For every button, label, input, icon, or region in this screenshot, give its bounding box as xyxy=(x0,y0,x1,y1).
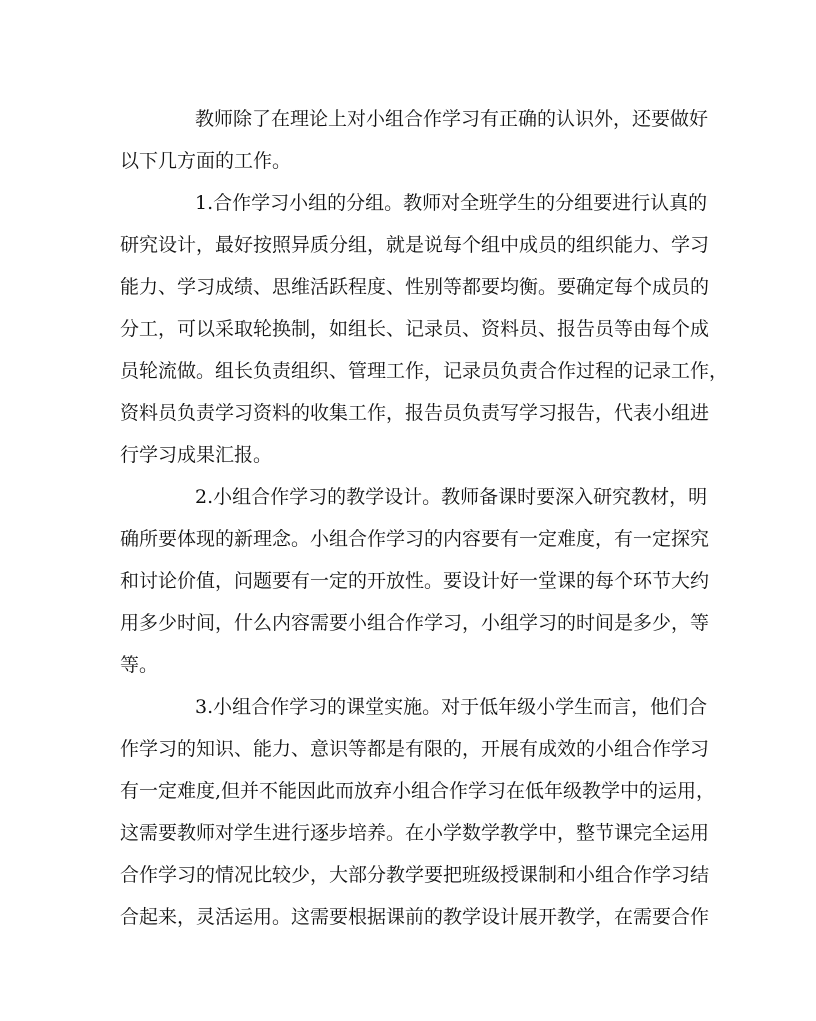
item-1-line-1: 1.合作学习小组的分组。教师对全班学生的分组要进行认真的 xyxy=(195,192,708,214)
item-2-line-5: 等。 xyxy=(120,654,159,676)
intro-line-2: 以下几方面的工作。 xyxy=(120,150,292,172)
item-3-line-2: 作学习的知识、能力、意识等都是有限的，开展有成效的小组合作学习 xyxy=(120,738,710,760)
item-2-line-3: 和讨论价值，问题要有一定的开放性。要设计好一堂课的每个环节大约 xyxy=(120,570,710,592)
item-3-line-5: 合作学习的情况比较少，大部分教学要把班级授课制和小组合作学习结 xyxy=(120,864,710,886)
item-2-line-1: 2.小组合作学习的教学设计。教师备课时要深入研究教材，明 xyxy=(195,486,708,508)
item-3-line-6: 合起来，灵活运用。这需要根据课前的教学设计展开教学，在需要合作 xyxy=(120,906,710,928)
item-3-line-3: 有一定难度,但并不能因此而放弃小组合作学习在低年级教学中的运用， xyxy=(120,780,716,802)
item-3-line-1: 3.小组合作学习的课堂实施。对于低年级小学生而言，他们合 xyxy=(195,696,708,718)
item-2-line-4: 用多少时间，什么内容需要小组合作学习，小组学习的时间是多少，等 xyxy=(120,612,710,634)
item-1-line-2: 研究设计，最好按照异质分组，就是说每个组中成员的组织能力、学习 xyxy=(120,234,710,256)
item-1-line-6: 资料员负责学习资料的收集工作，报告员负责写学习报告，代表小组进 xyxy=(120,402,710,424)
item-1-line-4: 分工，可以采取轮换制，如组长、记录员、资料员、报告员等由每个成 xyxy=(120,318,710,340)
item-3-line-4: 这需要教师对学生进行逐步培养。在小学数学教学中，整节课完全运用 xyxy=(120,822,710,844)
intro-line-1: 教师除了在理论上对小组合作学习有正确的认识外，还要做好 xyxy=(195,108,709,130)
item-2-line-2: 确所要体现的新理念。小组合作学习的内容要有一定难度，有一定探究 xyxy=(120,528,710,550)
item-1-line-7: 行学习成果汇报。 xyxy=(120,444,273,466)
item-1-line-3: 能力、学习成绩、思维活跃程度、性别等都要均衡。要确定每个成员的 xyxy=(120,276,710,298)
item-1-line-5: 员轮流做。组长负责组织、管理工作，记录员负责合作过程的记录工作， xyxy=(120,360,729,382)
